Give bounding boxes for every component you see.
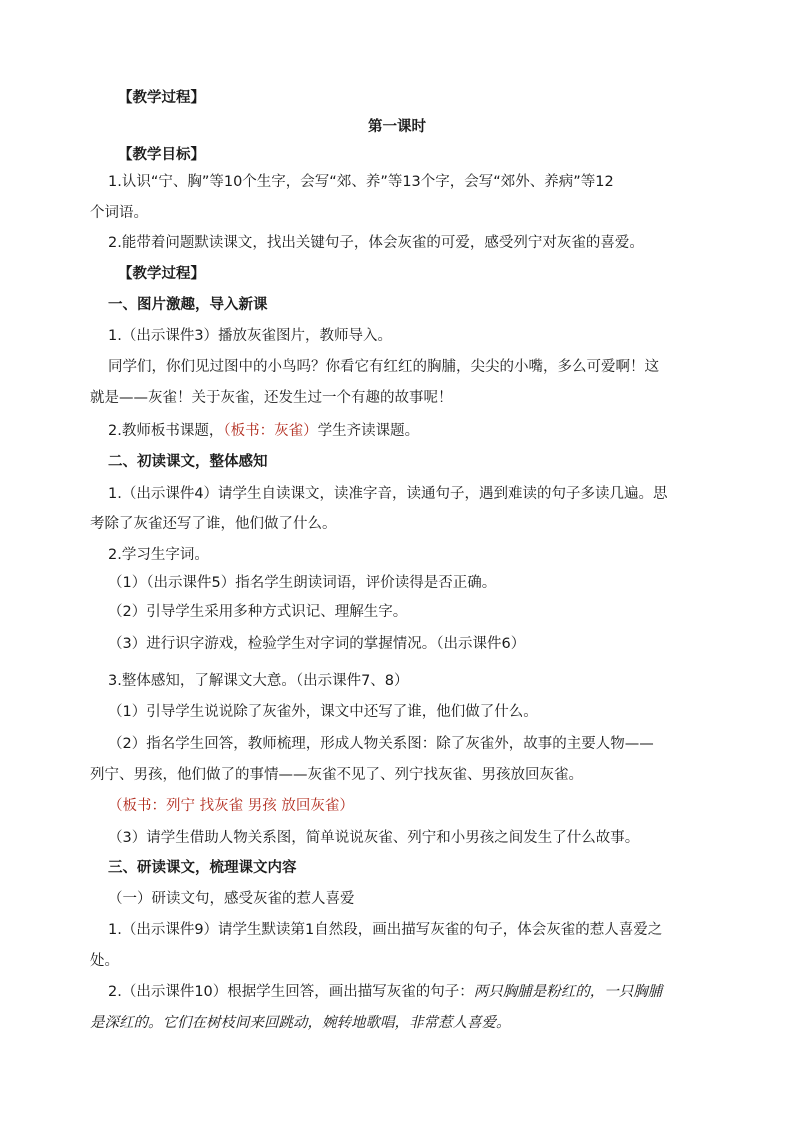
p1-item2-text: 2.教师板书课题， [108,423,224,439]
p1-item1: 1.（出示课件3）播放灰雀图片，教师导入。 [108,328,393,344]
section-heading-goals: 【教学目标】 [118,147,205,163]
p1-text-line-1: 同学们，你们见过图中的小鸟吗？你看它有红红的胸脯，尖尖的小嘴，多么可爱啊！这 [108,359,659,375]
p2-item3-2-line-1: （2）指名学生回答，教师梳理，形成人物关系图：除了灰雀外，故事的主要人物—— [108,736,654,752]
section-heading-process: 【教学过程】 [118,90,205,106]
board-note-characters: （板书：列宁 找灰雀 男孩 放回灰雀） [108,798,354,814]
p1-text-line-2: 就是——灰雀！关于灰雀，还发生过一个有趣的故事呢！ [90,390,453,406]
goal-1-line-2: 个词语。 [90,205,148,221]
p2-item2: 2.学习生字词。 [108,547,209,563]
p1-item2 [108,421,419,441]
goal-1-line-1: 1.认识“宁、胸”等10个生字，会写“郊、养”等13个字，会写“郊外、养病”等12 [108,174,614,190]
p2-item1-line-2: 考除了灰雀还写了谁，他们做了什么。 [90,516,337,532]
quote-text-2: 是深红的。它们在树枝间来回跳动，婉转地歌唱，非常惹人喜爱。 [90,1015,511,1031]
p2-item2-2: （2）引导学生采用多种方式识记、理解生字。 [108,604,408,620]
part2-heading: 二、初读课文，整体感知 [108,454,268,470]
p3-item2-line-1 [108,982,662,1002]
p2-item1-line-1: 1.（出示课件4）请学生自读课文，读准字音，读通句子，遇到难读的句子多读几遍。思 [108,486,668,502]
goal-2: 2.能带着问题默读课文，找出关键句子，体会灰雀的可爱，感受列宁对灰雀的喜爱。 [108,235,644,251]
p3-item1-line-1: 1.（出示课件9）请学生默读第1自然段，画出描写灰雀的句子，体会灰雀的惹人喜爱之 [108,922,663,938]
part3-heading: 三、研读课文，梳理课文内容 [108,860,297,876]
p2-item3: 3.整体感知，了解课文大意。（出示课件7、8） [108,673,409,689]
quote-text-1: 两只胸脯是粉红的，一只胸脯 [473,984,663,1000]
board-note: （板书：灰雀） [223,423,318,439]
p3-subheading-1: （一）研读文句，感受灰雀的惹人喜爱 [108,891,355,907]
p2-item2-3: （3）进行识字游戏，检验学生对字词的掌握情况。（出示课件6） [108,636,526,652]
p3-item2-text: 2.（出示课件10）根据学生回答，画出描写灰雀的句子： [108,984,474,1000]
section-heading-process-2: 【教学过程】 [118,266,205,282]
p3-item1-line-2: 处。 [90,953,119,969]
p2-item2-1: （1）（出示课件5）指名学生朗读词语，评价读得是否正确。 [108,575,497,591]
part1-heading: 一、图片激趣，导入新课 [108,297,268,313]
p2-item3-1: （1）引导学生说说除了灰雀外，课文中还写了谁，他们做了什么。 [108,704,538,720]
lesson-title: 第一课时 [368,119,426,135]
p2-item3-3: （3）请学生借助人物关系图，简单说说灰雀、列宁和小男孩之间发生了什么故事。 [108,830,640,846]
p1-item2-tail: 学生齐读课题。 [317,423,420,439]
p2-item3-2-line-2: 列宁、男孩，他们做了的事情——灰雀不见了、列宁找灰雀、男孩放回灰雀。 [90,767,583,783]
